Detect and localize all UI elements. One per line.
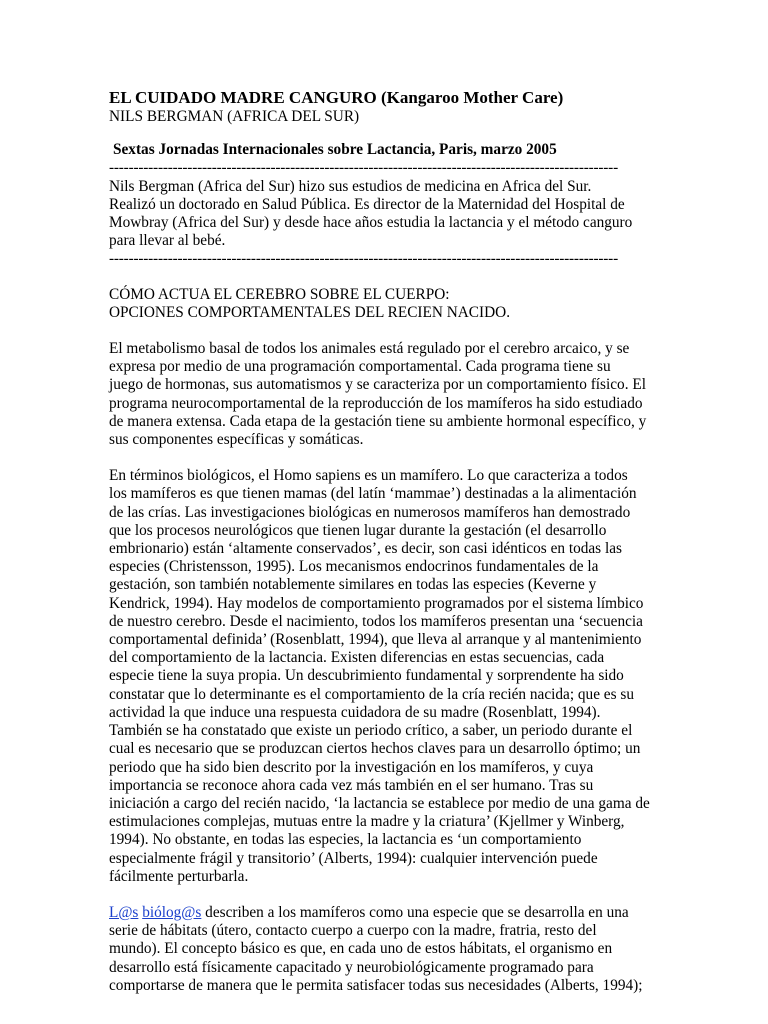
document-title <box>109 88 669 108</box>
bio-line: Realizó un doctorado en Salud Pública. Es director de la Maternidad del Hospital de <box>109 195 625 213</box>
text-line: de nuestro cerebro. Desde el nacimiento, todos los mamíferos presentan una ‘secuencia <box>109 612 643 630</box>
text-line: especialmente frágil y transitorio’ (Alberts, 1994): cualquier intervención puede <box>109 849 598 867</box>
bio-line: Mowbray (Africa del Sur) y desde hace años estudia la lactancia y el método canguro <box>109 214 633 232</box>
separator-rule-top: -------------------------------------------------------------------------------------------------------- <box>109 159 618 177</box>
text-line: serie de hábitats (útero, contacto cuerpo a cuerpo con la madre, fratria, resto del <box>109 922 597 940</box>
text-line: iniciación a cargo del recién nacido, ‘la lactancia se establece por medio de una gama de <box>109 794 650 812</box>
text-line: gestación, son también notablemente similares en todas las especies (Keverne y <box>109 576 597 594</box>
text-line: fácilmente perturbarla. <box>109 867 249 885</box>
text-line: En términos biológicos, el Homo sapiens es un mamífero. Lo que caracteriza a todos <box>109 467 628 485</box>
text-line: Kendrick, 1994). Hay modelos de comportamiento programados por el sistema límbico <box>109 594 644 612</box>
text-line: comportamental definida’ (Rosenblatt, 1994), que lleva al arranque y al mantenimiento <box>109 631 642 649</box>
author-line: NILS BERGMAN (AFRICA DEL SUR) <box>109 108 360 125</box>
text-line: expresa por medio de una programación comportamental. Cada programa tiene su <box>109 358 611 376</box>
text-line: También se ha constatado que existe un periodo crítico, a saber, un periodo durante el <box>109 722 633 740</box>
section-heading <box>109 286 669 322</box>
title-spanish: EL CUIDADO MADRE CANGURO <box>109 88 377 107</box>
paragraph-metabolism <box>109 340 669 449</box>
text-line: embrionario) están ‘altamente conservados’, es decir, son casi idénticos en todas las <box>109 540 622 558</box>
text-line: especies (Christensson, 1995). Los mecanismos endocrinos fundamentales de la <box>109 558 599 576</box>
biologists-link-2[interactable]: biólog@s <box>142 903 202 921</box>
text-line: especie tiene la suya propia. Un descubrimiento fundamental y sorprendente ha sido <box>109 667 624 685</box>
bio-line: para llevar al bebé. <box>109 232 226 250</box>
text-line: actividad la que induce una respuesta cuidadora de su madre (Rosenblatt, 1994). <box>109 703 601 721</box>
paragraph-biologists <box>109 904 669 995</box>
heading-line: OPCIONES COMPORTAMENTALES DEL RECIEN NACIDO. <box>109 303 511 321</box>
text-line: periodo que ha sido bien descrito por la investigación en los mamíferos, y cuya <box>109 758 594 776</box>
line-text: describen a los mamíferos como una especie que se desarrolla en una <box>201 903 629 921</box>
text-line: comportarse de manera que le permita satisfacer todas sus necesidades (Alberts, 1994); <box>109 976 643 994</box>
bio-line: Nils Bergman (Africa del Sur) hizo sus estudios de medicina en Africa del Sur. <box>109 177 592 195</box>
text-line: desarrollo está físicamente capacitado y neurobiológicamente programado para <box>109 958 594 976</box>
text-line: importancia se reconoce ahora cada vez más también en el ser humano. Tras su <box>109 776 594 794</box>
heading-line: CÓMO ACTUA EL CEREBRO SOBRE EL CUERPO: <box>109 285 450 303</box>
text-line <box>109 904 669 922</box>
text-line: estimulaciones complejas, mutuas entre la madre y la criatura’ (Kjellmer y Winberg, <box>109 813 625 831</box>
text-line: de las crías. Las investigaciones biológicas en numerosos mamíferos han demostrado <box>109 503 631 521</box>
text-line: El metabolismo basal de todos los animales está regulado por el cerebro arcaico, y se <box>109 340 630 358</box>
biologists-link-1[interactable]: L@s <box>109 903 139 921</box>
author-bio <box>109 178 669 251</box>
text-line: cual es necesario que se produzcan ciertos hechos claves para un desarrollo óptimo; un <box>109 740 641 758</box>
text-line: mundo). El concepto básico es que, en cada uno de estos hábitats, el organismo en <box>109 940 613 958</box>
paragraph-homo-sapiens <box>109 467 669 886</box>
title-english: (Kangaroo Mother Care) <box>381 88 564 107</box>
text-line: sus componentes específicas y somáticas. <box>109 431 364 449</box>
text-line: de manera extensa. Cada etapa de la gestación tiene su ambiente hormonal específico, y <box>109 412 647 430</box>
text-line: constatar que lo determinante es el comportamiento de la cría recién nacida; que es su <box>109 685 634 703</box>
text-line: juego de hormonas, sus automatismos y se caracteriza por un comportamiento físico. El <box>109 376 646 394</box>
text-line: del comportamiento de la lactancia. Existen diferencias en estas secuencias, cada <box>109 649 605 667</box>
text-line: programa neurocomportamental de la reproducción de los mamíferos ha sido estudiado <box>109 394 643 412</box>
text-line: 1994). No obstante, en todas las especies, la lactancia es ‘un comportamiento <box>109 831 582 849</box>
document-page <box>109 88 669 995</box>
text-line: los mamíferos es que tienen mamas (del latín ‘mammae’) destinadas a la alimentación <box>109 485 637 503</box>
text-line: que los procesos neurológicos que tienen lugar durante la gestación (el desarrollo <box>109 521 607 539</box>
conference-line: Sextas Jornadas Internacionales sobre Lactancia, Paris, marzo 2005 <box>113 141 557 159</box>
separator-rule-bottom: -------------------------------------------------------------------------------------------------------- <box>109 250 618 268</box>
